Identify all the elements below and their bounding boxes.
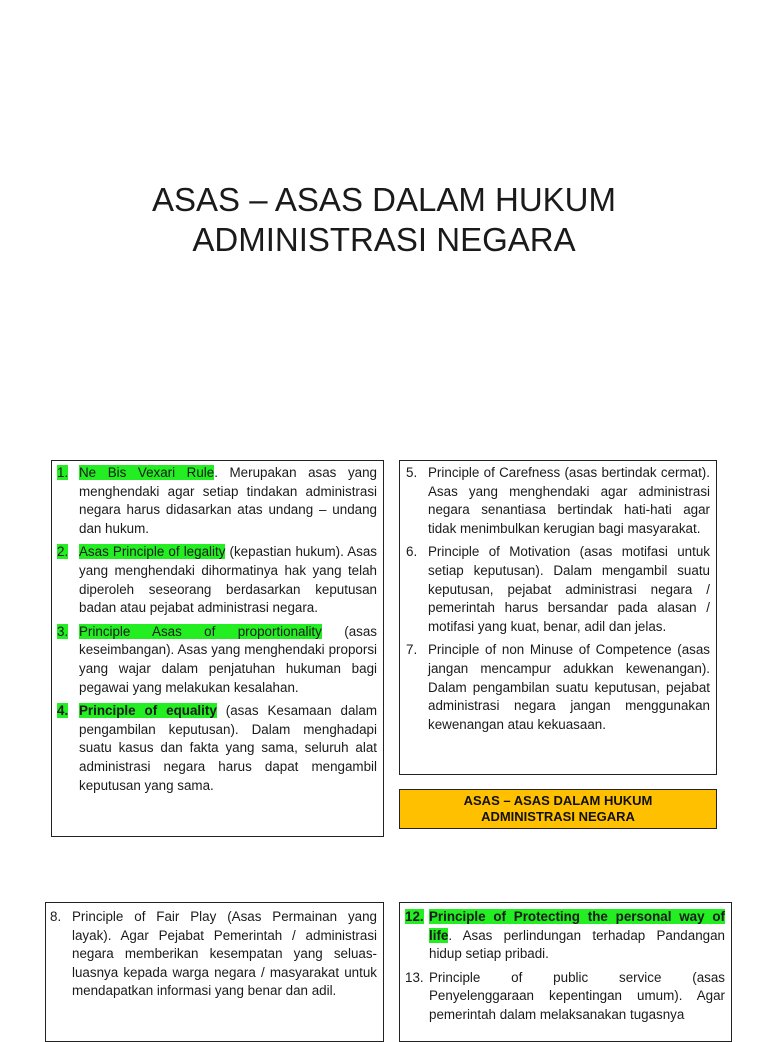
principles-box-2 bbox=[399, 460, 717, 775]
item-text: (kepastian hukum). Asas yang menghendaki dihormatinya hak yang telah diperoleh seseorang berdasarkan keputusan badan atau pejabat administrasi negara. bbox=[79, 544, 377, 616]
list-item bbox=[57, 623, 377, 697]
item-text: . Merupakan asas yang menghendaki agar setiap tindakan administrasi negara harus didasarkan atas undang – undang dan hukum. bbox=[79, 465, 377, 536]
item-number: 5. bbox=[406, 465, 418, 480]
section-label-line-1: ASAS – ASAS DALAM HUKUM bbox=[463, 793, 653, 808]
principles-list-1 bbox=[57, 464, 377, 795]
item-text: (asas keseimbangan). Asas yang menghendaki proporsi yang wajar dalam penjatuhan hukuman bagi pegawai yang melakukan kesalahan. bbox=[79, 623, 377, 695]
list-item bbox=[50, 908, 377, 1001]
item-number: 12. bbox=[405, 909, 424, 924]
item-text: Principle of public service (asas Penyelenggaraan kepentingan umum). Agar pemerintah dalam melaksanakan tugasnya bbox=[429, 969, 725, 1022]
item-text: Principle of Motivation (asas motifasi untuk setiap keputusan). Dalam mengambil suatu keputusan, pejabat administrasi negara / pemerintah harus bersandar pada alasan / motifasi yang kuat, benar, adil dan jelas. bbox=[428, 544, 710, 634]
item-number: 8. bbox=[50, 909, 62, 924]
item-number: 4. bbox=[57, 703, 69, 719]
principles-box-4 bbox=[399, 902, 732, 1042]
item-highlight: Ne Bis Vexari Rule bbox=[79, 465, 215, 480]
list-item bbox=[57, 464, 377, 538]
page-title bbox=[0, 180, 768, 260]
item-number: 2. bbox=[57, 544, 69, 560]
section-label-line-2: ADMINISTRASI NEGARA bbox=[481, 809, 635, 824]
list-item bbox=[405, 908, 725, 964]
item-text: (asas Kesamaan dalam pengambilan keputusan). Dalam menghadapi suatu kasus dan fakta yang sama, seluruh alat administrasi negara harus dapat mengambil keputusan yang sama. bbox=[79, 703, 377, 793]
list-item bbox=[405, 969, 725, 1025]
list-item bbox=[406, 464, 710, 538]
page-title-line-2: ADMINISTRASI NEGARA bbox=[192, 221, 576, 258]
page-title-line-1: ASAS – ASAS DALAM HUKUM bbox=[152, 181, 616, 218]
item-text: Principle of Carefness (asas bertindak cermat). Asas yang menghendaki agar administrasi negara senantiasa bertindak hati-hati agar tidak menimbulkan kerugian bagi masyarakat. bbox=[428, 465, 710, 536]
principles-list-3 bbox=[50, 908, 377, 1001]
item-highlight: Principle Asas of proportionality bbox=[79, 623, 322, 639]
item-text: Principle of non Minuse of Competence (asas jangan mencampur adukkan kewenangan). Dalam pengambilan suatu keputusan, pejabat administrasi negara jangan menggunakan kewenangan atau kekuasaan. bbox=[428, 642, 710, 732]
item-highlight: Principle of Protecting the personal way of life bbox=[429, 909, 725, 943]
list-item bbox=[406, 641, 710, 734]
principles-box-1 bbox=[51, 460, 384, 837]
item-text: . Asas perlindungan terhadap Pandangan hidup setiap pribadi. bbox=[429, 927, 725, 962]
list-item bbox=[57, 543, 377, 617]
item-number: 13. bbox=[405, 969, 424, 985]
item-number: 3. bbox=[57, 623, 69, 639]
principles-list-4 bbox=[405, 908, 725, 1025]
list-item bbox=[57, 702, 377, 795]
item-highlight: Asas Principle of legality bbox=[79, 544, 226, 560]
item-number: 7. bbox=[406, 642, 418, 658]
principles-list-2 bbox=[406, 464, 710, 734]
list-item bbox=[406, 543, 710, 636]
item-text: Principle of Fair Play (Asas Permainan yang layak). Agar Pejabat Pemerintah / administrasi negara memberikan kesempatan yang seluas-luasnya kepada warga negara / masyarakat untuk mendapatkan informasi yang benar dan adil. bbox=[72, 909, 377, 999]
item-number: 1. bbox=[57, 465, 69, 480]
principles-box-3 bbox=[45, 902, 384, 1042]
item-highlight: Principle of equality bbox=[79, 703, 217, 719]
section-label bbox=[399, 789, 717, 829]
item-number: 6. bbox=[406, 544, 418, 560]
